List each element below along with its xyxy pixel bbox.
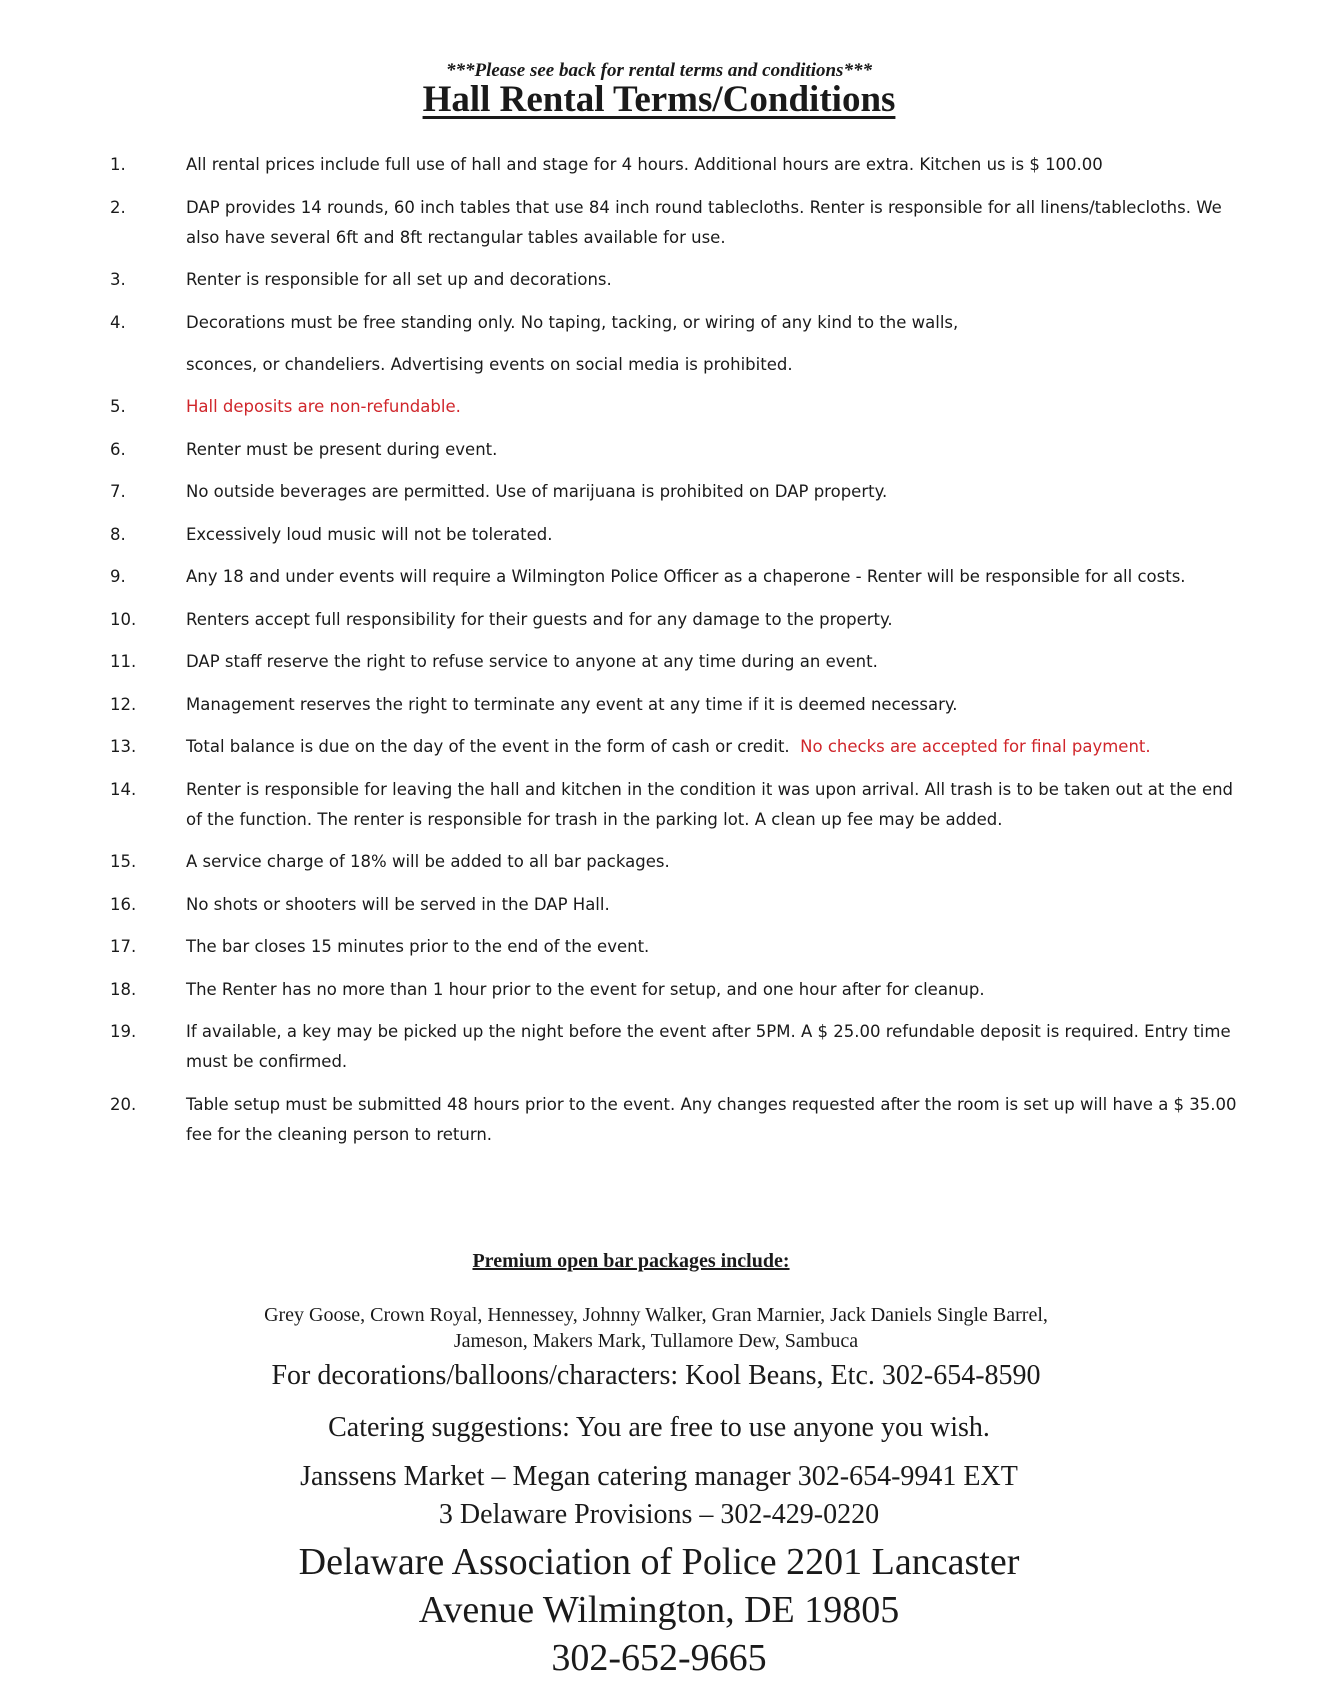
term-number: 13. (110, 737, 137, 756)
term-item (110, 647, 1250, 677)
term-item (110, 520, 1250, 550)
term-text: Decorations must be free standing only. No taping, tacking, or wiring of any kind to the walls, (186, 312, 959, 332)
term-text: Table setup must be submitted 48 hours prior to the event. Any changes requested after the room is set up will have a $ 35.00 fee for the cleaning person to return. (186, 1094, 1237, 1144)
phone-number: 302-652-9665 (551, 1637, 767, 1679)
term-number: 11. (110, 652, 137, 671)
term-item (110, 690, 1250, 720)
term-text: Management reserves the right to terminate any event at any time if it is deemed necessary. (186, 694, 958, 714)
term-text: DAP provides 14 rounds, 60 inch tables that use 84 inch round tablecloths. Renter is responsible for all linens/tablecloths. We also have several 6ft and 8ft rectangular tables available for use. (186, 197, 1222, 247)
organization-address (0, 1538, 1318, 1682)
term-number: 17. (110, 937, 137, 956)
term-text: If available, a key may be picked up the night before the event after 5PM. A $ 25.00 refundable deposit is required. Entry time must be confirmed. (186, 1022, 1231, 1071)
term-text: Renter must be present during event. (186, 439, 498, 459)
decorations-contact-text: For decorations/balloons/characters: Kool Beans, Etc. 302-654-8590 (271, 1360, 1041, 1391)
term-text: Total balance is due on the day of the event in the form of cash or credit. (186, 737, 790, 756)
term-item (110, 975, 1250, 1005)
term-text: sconces, or chandeliers. Advertising events on social media is prohibited. (186, 355, 793, 374)
term-item (110, 847, 1250, 877)
term-number: 10. (110, 609, 137, 629)
term-item (110, 562, 1250, 592)
term-number: 18. (110, 979, 137, 999)
term-number: 6. (110, 439, 126, 459)
address-line: Avenue Wilmington, DE 19805 (418, 1589, 900, 1631)
term-number: 19. (110, 1022, 137, 1041)
term-text: Any 18 and under events will require a Wilmington Police Officer as a chaperone - Renter will be responsible for all costs. (186, 567, 1186, 586)
term-number: 14. (110, 779, 137, 799)
term-text-mixed (186, 732, 1250, 762)
term-text: The bar closes 15 minutes prior to the end of the event. (186, 937, 650, 956)
term-text: All rental prices include full use of hall and stage for 4 hours. Additional hours are extra. Kitchen us is $ 100.00 (186, 155, 1103, 174)
term-item (110, 392, 1250, 422)
term-item (110, 1090, 1250, 1150)
bar-packages-list (0, 1302, 1318, 1354)
terms-list (110, 150, 1250, 1162)
term-text: Excessively loud music will not be tolerated. (186, 524, 553, 544)
term-item (110, 775, 1250, 835)
term-number: 5. (110, 397, 126, 416)
catering-vendors (0, 1458, 1318, 1534)
term-item (110, 308, 1250, 338)
term-number: 9. (110, 567, 126, 586)
term-item (110, 193, 1250, 253)
term-item (110, 150, 1250, 180)
term-number: 20. (110, 1094, 137, 1114)
term-text: The Renter has no more than 1 hour prior to the event for setup, and one hour after for cleanup. (186, 979, 985, 999)
term-number: 8. (110, 524, 126, 544)
term-item (110, 435, 1250, 465)
term-text-warning: No checks are accepted for final payment. (800, 737, 1151, 756)
term-number: 15. (110, 852, 137, 871)
term-text: No shots or shooters will be served in the DAP Hall. (186, 894, 610, 914)
term-number: 3. (110, 270, 126, 289)
term-item (110, 265, 1250, 295)
decorations-contact (0, 1360, 1318, 1392)
term-text: No outside beverages are permitted. Use of marijuana is prohibited on DAP property. (186, 482, 888, 501)
term-text: Renters accept full responsibility for their guests and for any damage to the property. (186, 609, 893, 629)
term-item (110, 932, 1250, 962)
catering-vendor: 3 Delaware Provisions – 302-429-0220 (438, 1499, 880, 1530)
term-item (110, 1017, 1250, 1077)
bar-packages-heading (0, 1250, 1318, 1273)
catering-vendor: Janssens Market – Megan catering manager 302-654-9941 EXT (300, 1461, 1018, 1492)
back-page-note: ***Please see back for rental terms and conditions*** (446, 60, 872, 81)
bar-packages-line: Grey Goose, Crown Royal, Hennessey, Johnny Walker, Gran Marnier, Jack Daniels Single Barrel, (264, 1304, 1048, 1326)
term-item (110, 605, 1250, 635)
bar-packages-line: Jameson, Makers Mark, Tullamore Dew, Sambuca (453, 1330, 859, 1352)
page-title-text: Hall Rental Terms/Conditions (422, 79, 896, 120)
term-text: Renter is responsible for all set up and decorations. (186, 270, 612, 289)
term-number: 2. (110, 197, 126, 217)
catering-intro: Catering suggestions: You are free to use anyone you wish. (328, 1412, 990, 1443)
term-number: 1. (110, 155, 126, 174)
term-item (110, 890, 1250, 920)
term-number: 16. (110, 894, 137, 914)
term-number: 7. (110, 482, 126, 501)
address-line: Delaware Association of Police 2201 Lancaster (298, 1541, 1020, 1583)
term-text-warning: Hall deposits are non-refundable. (186, 397, 461, 416)
term-item (110, 477, 1250, 507)
term-item-continuation (110, 344, 1250, 386)
term-text: A service charge of 18% will be added to all bar packages. (186, 852, 670, 871)
term-item (110, 732, 1250, 762)
page-title (0, 78, 1318, 121)
term-text: DAP staff reserve the right to refuse service to anyone at any time during an event. (186, 652, 878, 671)
term-number: 4. (110, 312, 126, 332)
term-text: Renter is responsible for leaving the hall and kitchen in the condition it was upon arrival. All trash is to be taken out at the end of the function. The renter is responsible for trash in the parking lot. A clean up fee may be added. (186, 779, 1234, 829)
bar-packages-heading-text: Premium open bar packages include: (472, 1250, 790, 1272)
term-number: 12. (110, 694, 137, 714)
